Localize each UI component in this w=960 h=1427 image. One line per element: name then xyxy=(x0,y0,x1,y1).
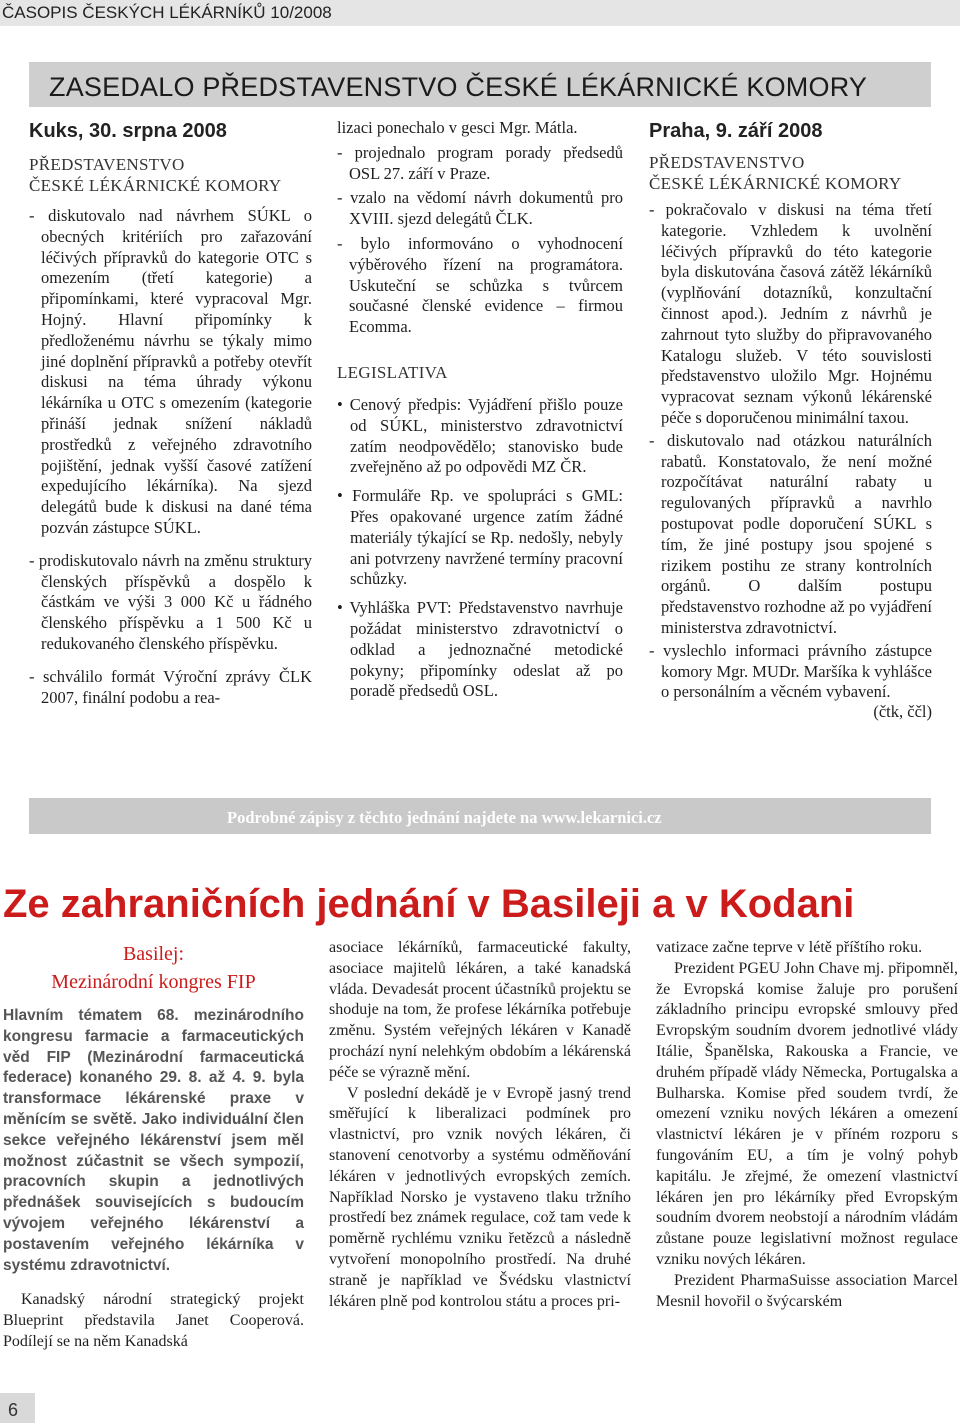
praha-column xyxy=(649,118,932,723)
middle-paragraph-2: - projednalo program porady předsedů OSL 27. září v Praze. xyxy=(337,142,623,183)
legislativa-bullet-3: • Vyhláška PVT: Představenstvo navrhuje požádat ministerstvo zdravotnictví o odklad a jednoznačné metodické pokyny; připomínky odeslat až po poradě předsedů OSL. xyxy=(337,598,623,701)
fip-col2-paragraph-1: asociace lékárníků, farmaceutické fakulty, asociace majitelů lékáren, a také kanadská vláda. Devadesát procent účastníků projektu se shoduje na tom, že profese lékárníka potřebuje změnu. Systém veřejných lékáren v Kanadě prochází nyní nelehkým obdobím a lékárenská péče se výrazně mění. xyxy=(329,939,631,1081)
legislativa-heading: LEGISLATIVA xyxy=(337,362,448,382)
kuks-org-line1: PŘEDSTAVENSTVO xyxy=(29,155,185,174)
middle-column xyxy=(337,118,623,714)
praha-body xyxy=(649,200,932,723)
praha-paragraph-2: - diskutovalo nad otázkou naturálních rabatů. Konstatovalo, že není možné rozpočítávat naturální rabaty u regulovaných přípravků a navrhlo postupovat podle doporučení SÚKL s tím, že jiné postupy jsou spojené s rizikem postihu ze strany kontrolních orgánů. O dalším postupu představenstvo rozhodne až po vyjádření ministerstva zdravotnictví. xyxy=(649,430,932,637)
fip-column xyxy=(3,940,304,1353)
fip-lead: Hlavním tématem 68. mezinárodního kongresu farmacie a farmaceutických věd FIP (Mezinárodní farmaceutická federace) konaného 29. 8. až 4. 9. byla transformace lékárenské praxe v měnícím se světě. Jako individuální člen sekce veřejného lékárenství jsem měl možnost zúčastnit se všech sympozií, pracovních skupin a jednotlivých přednášek souvisejících s budoucím vývojem veřejného lékárenství a postavením veřejného lékárníka v systému zdravotnictví. xyxy=(3,1007,304,1274)
basel-subhead-line1: Basilej: xyxy=(122,943,185,965)
basel-subhead-line2: Mezinárodní kongres FIP xyxy=(51,971,256,993)
praha-location: Praha, 9. září 2008 xyxy=(649,120,823,142)
middle-paragraph-3: - vzalo na vědomí návrh dokumentů pro XVIII. sjezd delegátů ČLK. xyxy=(337,188,623,229)
kuks-paragraph-1: - diskutovalo nad návrhem SÚKL o obecných kritériích pro zařazování léčivých přípravků do kategorie OTC s omezením (třetí kategorie) a připomínkami, které vypracoval Mgr. Hojný. Hlavní připomínky k předloženému návrhu se týkaly mimo jiné doplnění přípravků a potřeby otevřít diskusi na téma úhrady výkonu lékárníka u OTC s omezením (kategorie přináší jednak snížení nákladů prostředků z veřejného zdravotního pojištění, jednak vyšší časové zatížení expedujícího lékárníka). Na sjezd delegátů bude k diskusi na dané téma pozván zástupce SÚKL. xyxy=(29,206,312,537)
middle-paragraph-1: lizaci ponechalo v gesci Mgr. Mátla. xyxy=(337,118,578,137)
legislativa-bullet-1: • Cenový předpis: Vyjádření přišlo pouze od SÚKL, ministerstvo zdravotnictví zatím neodpovědělo; stanovisko bude zveřejněno až po odpovědi MZ ČR. xyxy=(337,394,623,477)
article-headline: Ze zahraničních jednání v Basileji a v Kodani xyxy=(3,882,855,926)
praha-paragraph-1: - pokračovalo v diskusi na téma třetí kategorie. Vzhledem k uvolnění léčivých přípravků do této kategorie byla diskutována časová zátěž lékárníků (vyplňování dotazníků, konzultační činnost apod.). Jedním z návrhů je zahrnout tyto služby do připravovaného Katalogu služeb. V této souvislosti představenstvo uložilo Mgr. Hojnému vypracovat seznam výkonů lékárenské péče s doporučenou minimální taxou. xyxy=(649,200,932,427)
fip-col2-paragraph-2: V poslední dekádě je v Evropě jasný trend směřující k liberalizaci podmínek pro vlastnictví, pro vznik nových lékáren, či stanovení cenotvorby a systému odměňování lékáren v jednotlivých evropských zemích. Například Norsko je vystaveno tlaku tržního prostředí bez známek regulace, což tam vede k poměrně rychlému vzniku řetězců a následně vytvoření monopolního prostředí. Na druhé straně je například ve Švédsku vlastnictví lékáren plně pod kontrolou státu a proces pri- xyxy=(329,1084,631,1310)
fip-col3-paragraph-2: Prezident PGEU John Chave mj. připomněl, že Evropská komise žaluje pro porušení základního principu evropské smlouvy před Evropským soudním dvorem jednotlivé vlády Itálie, Španělska, Rakouska a Francie, ve druhém případě vlády Německa, Portugalska a Bulharska. Komise před soudem tvrdí, že omezení vzniku nových lékáren a omezení vlastnictví lékáren je v příném rozporu s fungováním EU, a tím je volný pohyb kapitálu. Je zřejmé, že omezení vlastnictví lékáren jen pro lékárníky před Evropským soudním dvorem neobstojí a národním vládám zůstane pouze legislativní možnost regulace vzniku nových lékáren. xyxy=(656,959,958,1268)
praha-org-line2: ČESKÉ LÉKÁRNICKÉ KOMORY xyxy=(649,174,902,193)
journal-header: ČASOPIS ČESKÝCH LÉKÁRNÍKŮ 10/2008 xyxy=(0,0,960,26)
kuks-paragraph-3: - schválilo formát Výroční zprávy ČLK 2007, finální podobu a rea- xyxy=(29,666,312,707)
kuks-org-line2: ČESKÉ LÉKÁRNICKÉ KOMORY xyxy=(29,176,282,195)
kuks-location: Kuks, 30. srpna 2008 xyxy=(29,120,227,142)
fip-col3-paragraph-3: Prezident PharmaSuisse association Marcel Mesnil hovořil o švýcarském xyxy=(656,1271,958,1310)
kuks-column xyxy=(29,118,312,720)
praha-paragraph-3: - vyslechlo informaci právního zástupce komory Mgr. MUDr. Maršíka k vyhlášce o personálním a věcném vybavení. xyxy=(649,640,932,702)
fip-col1-body xyxy=(3,1290,304,1352)
fip-col3-body xyxy=(656,938,958,1312)
fip-col1-paragraph: Kanadský národní strategický projekt Blueprint představila Janet Cooperová. Podílejí se na něm Kanadská xyxy=(3,1291,304,1350)
fip-col3-paragraph-1: vatizace začne teprve v létě příštího roku. xyxy=(656,939,923,956)
details-link-strip: Podrobné zápisy z těchto jednání najdete na www.lekarnici.cz xyxy=(29,798,931,834)
legislativa-bullet-2: • Formuláře Rp. ve spolupráci s GML: Přes opakované urgence zatím žádné materiály týkající se Rp. nedošly, nebyly ani potvrzeny navržené termíny pracovní schůzky. xyxy=(337,486,623,589)
kuks-body xyxy=(29,206,312,708)
kuks-paragraph-2: - prodiskutovalo návrh na změnu struktury členských příspěvků a dospělo k částkám ve výši 3 000 Kč u řádného členského příspěvku a 1 500 Kč u redukovaného členského příspěvku. xyxy=(29,550,312,653)
praha-org-line1: PŘEDSTAVENSTVO xyxy=(649,153,805,172)
praha-signature: (čtk, ččl) xyxy=(873,702,932,722)
middle-paragraph-4: - bylo informováno o vyhodnocení výběrového řízení na programátora. Uskuteční se schůzka s tvůrcem současné členské evidence – firmou Ecomma. xyxy=(337,233,623,337)
fip-col2-body xyxy=(329,938,631,1312)
page-number: 6 xyxy=(0,1393,35,1423)
section-banner: ZASEDALO PŘEDSTAVENSTVO ČESKÉ LÉKÁRNICKÉ KOMORY xyxy=(29,62,931,107)
